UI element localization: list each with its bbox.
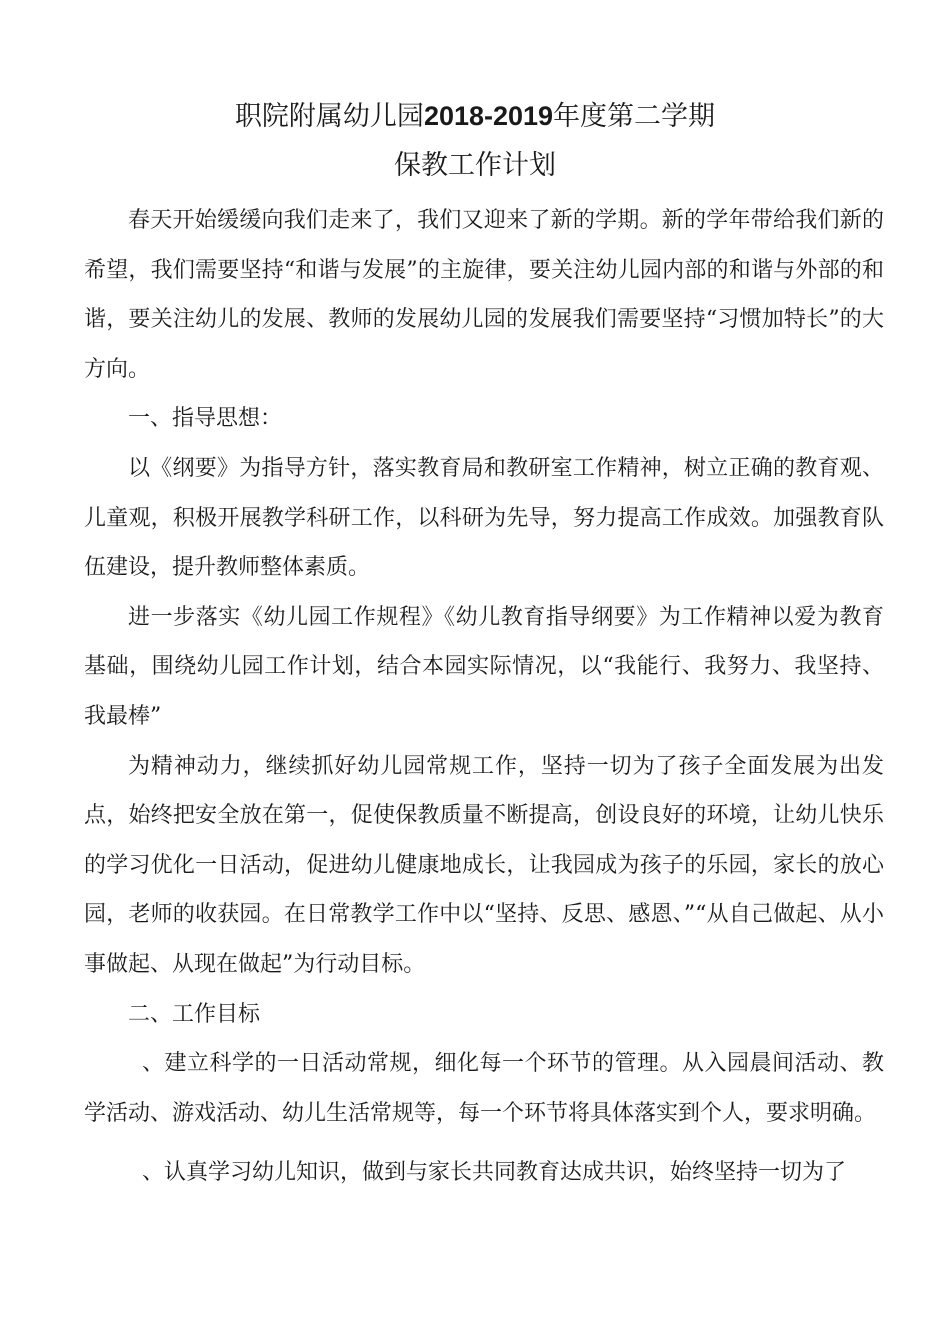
section-heading-work-goals: 二、工作目标 bbox=[128, 1001, 261, 1027]
title-year: 2018-2019 bbox=[423, 101, 554, 131]
document-body bbox=[84, 196, 884, 1198]
document-title bbox=[0, 96, 950, 137]
section-heading-guiding-ideology: 一、指导思想： bbox=[128, 406, 283, 432]
title-suffix: 年度第二学期 bbox=[553, 101, 716, 132]
title-prefix: 职院附属幼儿园 bbox=[234, 101, 424, 132]
goal-item: 、建立科学的一日活动常规，细化每一个环节的管理。从入园晨间活动、教学活动、游戏活动、幼儿生活常规等，每一个环节将具体落实到个人，要求明确。 bbox=[84, 1051, 884, 1126]
intro-paragraph: 春天开始缓缓向我们走来了，我们又迎来了新的学期。新的学年带给我们新的希望，我们需要坚持“和谐与发展”的主旋律，要关注幼儿园内部的和谐与外部的和谐，要关注幼儿的发展、教师的发展幼儿园的发展我们需要坚持“习惯加特长”的大方向。 bbox=[84, 208, 884, 382]
body-paragraph: 进一步落实《幼儿园工作规程》《幼儿教育指导纲要》为工作精神以爱为教育基础，围绕幼儿园工作计划，结合本园实际情况，以“我能行、我努力、我坚持、我最棒” bbox=[84, 604, 884, 729]
body-paragraph: 为精神动力，继续抓好幼儿园常规工作，坚持一切为了孩子全面发展为出发点，始终把安全放在第一，促使保教质量不断提高，创设良好的环境，让幼儿快乐的学习优化一日活动，促进幼儿健康地成长，让我园成为孩子的乐园，家长的放心园，老师的收获园。在日常教学工作中以“坚持、反思、感恩、”“从自己做起、从小事做起、从现在做起”为行动目标。 bbox=[84, 753, 884, 977]
document-subtitle: 保教工作计划 bbox=[394, 150, 556, 181]
body-paragraph: 以《纲要》为指导方针，落实教育局和教研室工作精神，树立正确的教育观、儿童观，积极开展教学科研工作，以科研为先导，努力提高工作成效。加强教育队伍建设，提升教师整体素质。 bbox=[84, 455, 884, 581]
goal-item: 、认真学习幼儿知识，做到与家长共同教育达成共识，始终坚持一切为了 bbox=[142, 1160, 847, 1186]
